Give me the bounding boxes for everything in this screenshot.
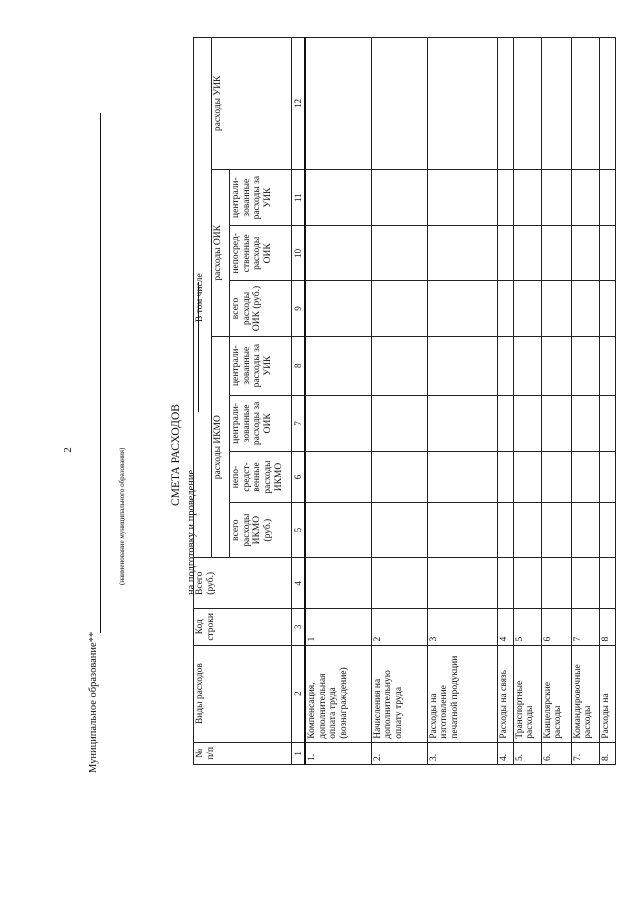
column-number: 7 — [292, 395, 306, 452]
row-number: 2. — [371, 742, 427, 764]
column-number-row — [292, 38, 306, 765]
column-number: 3 — [292, 609, 306, 645]
row-amount-cell[interactable] — [541, 558, 571, 609]
row-amount-cell[interactable] — [305, 558, 371, 609]
row-amount-cell[interactable] — [599, 395, 615, 452]
row-amount-cell[interactable] — [513, 169, 541, 226]
header-ikmo-group: расходы ИКМО — [212, 336, 230, 558]
row-code: 2 — [371, 609, 427, 645]
table-row — [371, 38, 427, 765]
header-code: Код строки — [194, 609, 292, 645]
row-expense-type: Канцелярские расходы — [541, 645, 571, 742]
row-expense-type: Командировочные расходы — [571, 645, 599, 742]
row-amount-cell[interactable] — [371, 336, 427, 395]
row-amount-cell[interactable] — [541, 281, 571, 337]
row-amount-cell[interactable] — [305, 281, 371, 337]
row-amount-cell[interactable] — [599, 336, 615, 395]
row-amount-cell[interactable] — [427, 502, 497, 558]
row-amount-cell[interactable] — [305, 395, 371, 452]
row-amount-cell[interactable] — [427, 558, 497, 609]
row-amount-cell[interactable] — [513, 281, 541, 337]
row-amount-cell[interactable] — [497, 558, 513, 609]
row-amount-cell[interactable] — [371, 502, 427, 558]
column-number: 8 — [292, 336, 306, 395]
row-amount-cell[interactable] — [541, 336, 571, 395]
row-number: 5. — [513, 742, 541, 764]
row-expense-type: Начисления на дополнительную оплату труда — [371, 645, 427, 742]
row-number: 3. — [427, 742, 497, 764]
municipality-line — [88, 93, 110, 773]
row-amount-cell[interactable] — [371, 395, 427, 452]
table-row — [497, 38, 513, 765]
row-amount-cell[interactable] — [571, 558, 599, 609]
row-amount-cell[interactable] — [497, 502, 513, 558]
row-amount-cell[interactable] — [427, 336, 497, 395]
header-ikmo-total: всего расходы ИКМО (руб.) — [230, 502, 292, 558]
table-row — [541, 38, 571, 765]
row-amount-cell[interactable] — [427, 395, 497, 452]
municipality-blank — [100, 113, 101, 633]
row-amount-cell[interactable] — [305, 452, 371, 503]
row-amount-cell[interactable] — [571, 38, 599, 170]
column-number: 4 — [292, 558, 306, 609]
row-amount-cell[interactable] — [497, 336, 513, 395]
row-amount-cell[interactable] — [571, 281, 599, 337]
document-subtitle: на подготовку и проведение — [186, 469, 197, 595]
row-amount-cell[interactable] — [513, 395, 541, 452]
column-number: 2 — [292, 645, 306, 742]
row-amount-cell[interactable] — [427, 281, 497, 337]
row-amount-cell[interactable] — [571, 169, 599, 226]
municipality-hint: (наименование муниципального образования) — [118, 447, 126, 585]
column-number: 10 — [292, 226, 306, 281]
row-amount-cell[interactable] — [571, 226, 599, 281]
table-row — [513, 38, 541, 765]
row-amount-cell[interactable] — [541, 226, 571, 281]
row-amount-cell[interactable] — [305, 169, 371, 226]
row-code: 4 — [497, 609, 513, 645]
row-amount-cell[interactable] — [513, 502, 541, 558]
row-amount-cell[interactable] — [371, 281, 427, 337]
header-num: № п/п — [194, 742, 292, 764]
column-number: 6 — [292, 452, 306, 503]
row-number: 6. — [541, 742, 571, 764]
document-title: СМЕТА РАСХОДОВ — [170, 404, 182, 506]
row-number: 7. — [571, 742, 599, 764]
row-amount-cell[interactable] — [513, 226, 541, 281]
row-expense-type: Расходы на изготовление печатной продукции — [427, 645, 497, 742]
row-amount-cell[interactable] — [599, 502, 615, 558]
row-expense-type: Транспортные расходы — [513, 645, 541, 742]
expense-table — [193, 37, 616, 765]
row-amount-cell[interactable] — [599, 452, 615, 503]
page-number: 2 — [62, 447, 74, 453]
row-amount-cell[interactable] — [497, 452, 513, 503]
column-number: 9 — [292, 281, 306, 337]
row-amount-cell[interactable] — [599, 558, 615, 609]
table-row — [599, 38, 615, 765]
row-code: 6 — [541, 609, 571, 645]
header-ikmo-central-uik: централи- зованные расходы за УИК — [230, 336, 292, 395]
row-amount-cell[interactable] — [371, 452, 427, 503]
row-amount-cell[interactable] — [541, 395, 571, 452]
row-amount-cell[interactable] — [541, 502, 571, 558]
row-amount-cell[interactable] — [371, 558, 427, 609]
row-amount-cell[interactable] — [427, 38, 497, 170]
header-oik-total: всего расходы ОИК (руб.) — [230, 281, 292, 337]
row-amount-cell[interactable] — [599, 226, 615, 281]
column-number: 1 — [292, 742, 306, 764]
row-amount-cell[interactable] — [305, 336, 371, 395]
row-code: 7 — [571, 609, 599, 645]
header-in-that: В том числе — [194, 38, 212, 559]
row-expense-type: Компенсация, дополнительная оплата труда (вознаграждение) — [305, 645, 371, 742]
row-amount-cell[interactable] — [571, 452, 599, 503]
header-oik-central-uik: централи- зованные расходы за УИК — [230, 169, 292, 226]
row-number: 8. — [599, 742, 615, 764]
row-number: 1. — [305, 742, 371, 764]
row-expense-type: Расходы на — [599, 645, 615, 742]
row-amount-cell[interactable] — [513, 38, 541, 170]
row-amount-cell[interactable] — [305, 226, 371, 281]
row-amount-cell[interactable] — [427, 226, 497, 281]
row-amount-cell[interactable] — [541, 38, 571, 170]
row-amount-cell[interactable] — [305, 38, 371, 170]
table-row — [571, 38, 599, 765]
row-code: 1 — [305, 609, 371, 645]
row-amount-cell[interactable] — [497, 395, 513, 452]
row-expense-type: Расходы на связь — [497, 645, 513, 742]
column-number: 11 — [292, 169, 306, 226]
row-amount-cell[interactable] — [513, 336, 541, 395]
row-amount-cell[interactable] — [599, 281, 615, 337]
row-amount-cell[interactable] — [599, 38, 615, 170]
row-amount-cell[interactable] — [571, 502, 599, 558]
row-amount-cell[interactable] — [371, 169, 427, 226]
header-ikmo-direct: непо- средст- венные расходы ИКМО — [230, 452, 292, 503]
row-amount-cell[interactable] — [371, 38, 427, 170]
row-amount-cell[interactable] — [497, 281, 513, 337]
column-number: 5 — [292, 502, 306, 558]
row-amount-cell[interactable] — [497, 38, 513, 170]
expense-rows — [305, 38, 615, 765]
row-amount-cell[interactable] — [427, 452, 497, 503]
column-number: 12 — [292, 38, 306, 170]
header-oik-direct: непосред- ственные расходы ОИК — [230, 226, 292, 281]
header-oik-group: расходы ОИК — [212, 169, 230, 336]
row-code: 5 — [513, 609, 541, 645]
header-total: Всего (руб.) — [194, 558, 292, 609]
row-amount-cell[interactable] — [541, 169, 571, 226]
row-amount-cell[interactable] — [371, 226, 427, 281]
table-row — [305, 38, 371, 765]
header-type: Виды расходов — [194, 645, 292, 742]
table-row — [427, 38, 497, 765]
row-amount-cell[interactable] — [305, 502, 371, 558]
municipality-label: Муниципальное образование** — [88, 631, 99, 773]
row-amount-cell[interactable] — [571, 395, 599, 452]
row-amount-cell[interactable] — [497, 226, 513, 281]
row-amount-cell[interactable] — [497, 169, 513, 226]
row-amount-cell[interactable] — [541, 452, 571, 503]
row-amount-cell[interactable] — [599, 169, 615, 226]
header-uik-group: расходы УИК — [212, 38, 292, 170]
row-amount-cell[interactable] — [571, 336, 599, 395]
row-amount-cell[interactable] — [513, 452, 541, 503]
header-ikmo-central-oik: централи- зованные расходы за ОИК — [230, 395, 292, 452]
row-amount-cell[interactable] — [427, 169, 497, 226]
row-amount-cell[interactable] — [513, 558, 541, 609]
row-number: 4. — [497, 742, 513, 764]
row-code: 8 — [599, 609, 615, 645]
row-code: 3 — [427, 609, 497, 645]
